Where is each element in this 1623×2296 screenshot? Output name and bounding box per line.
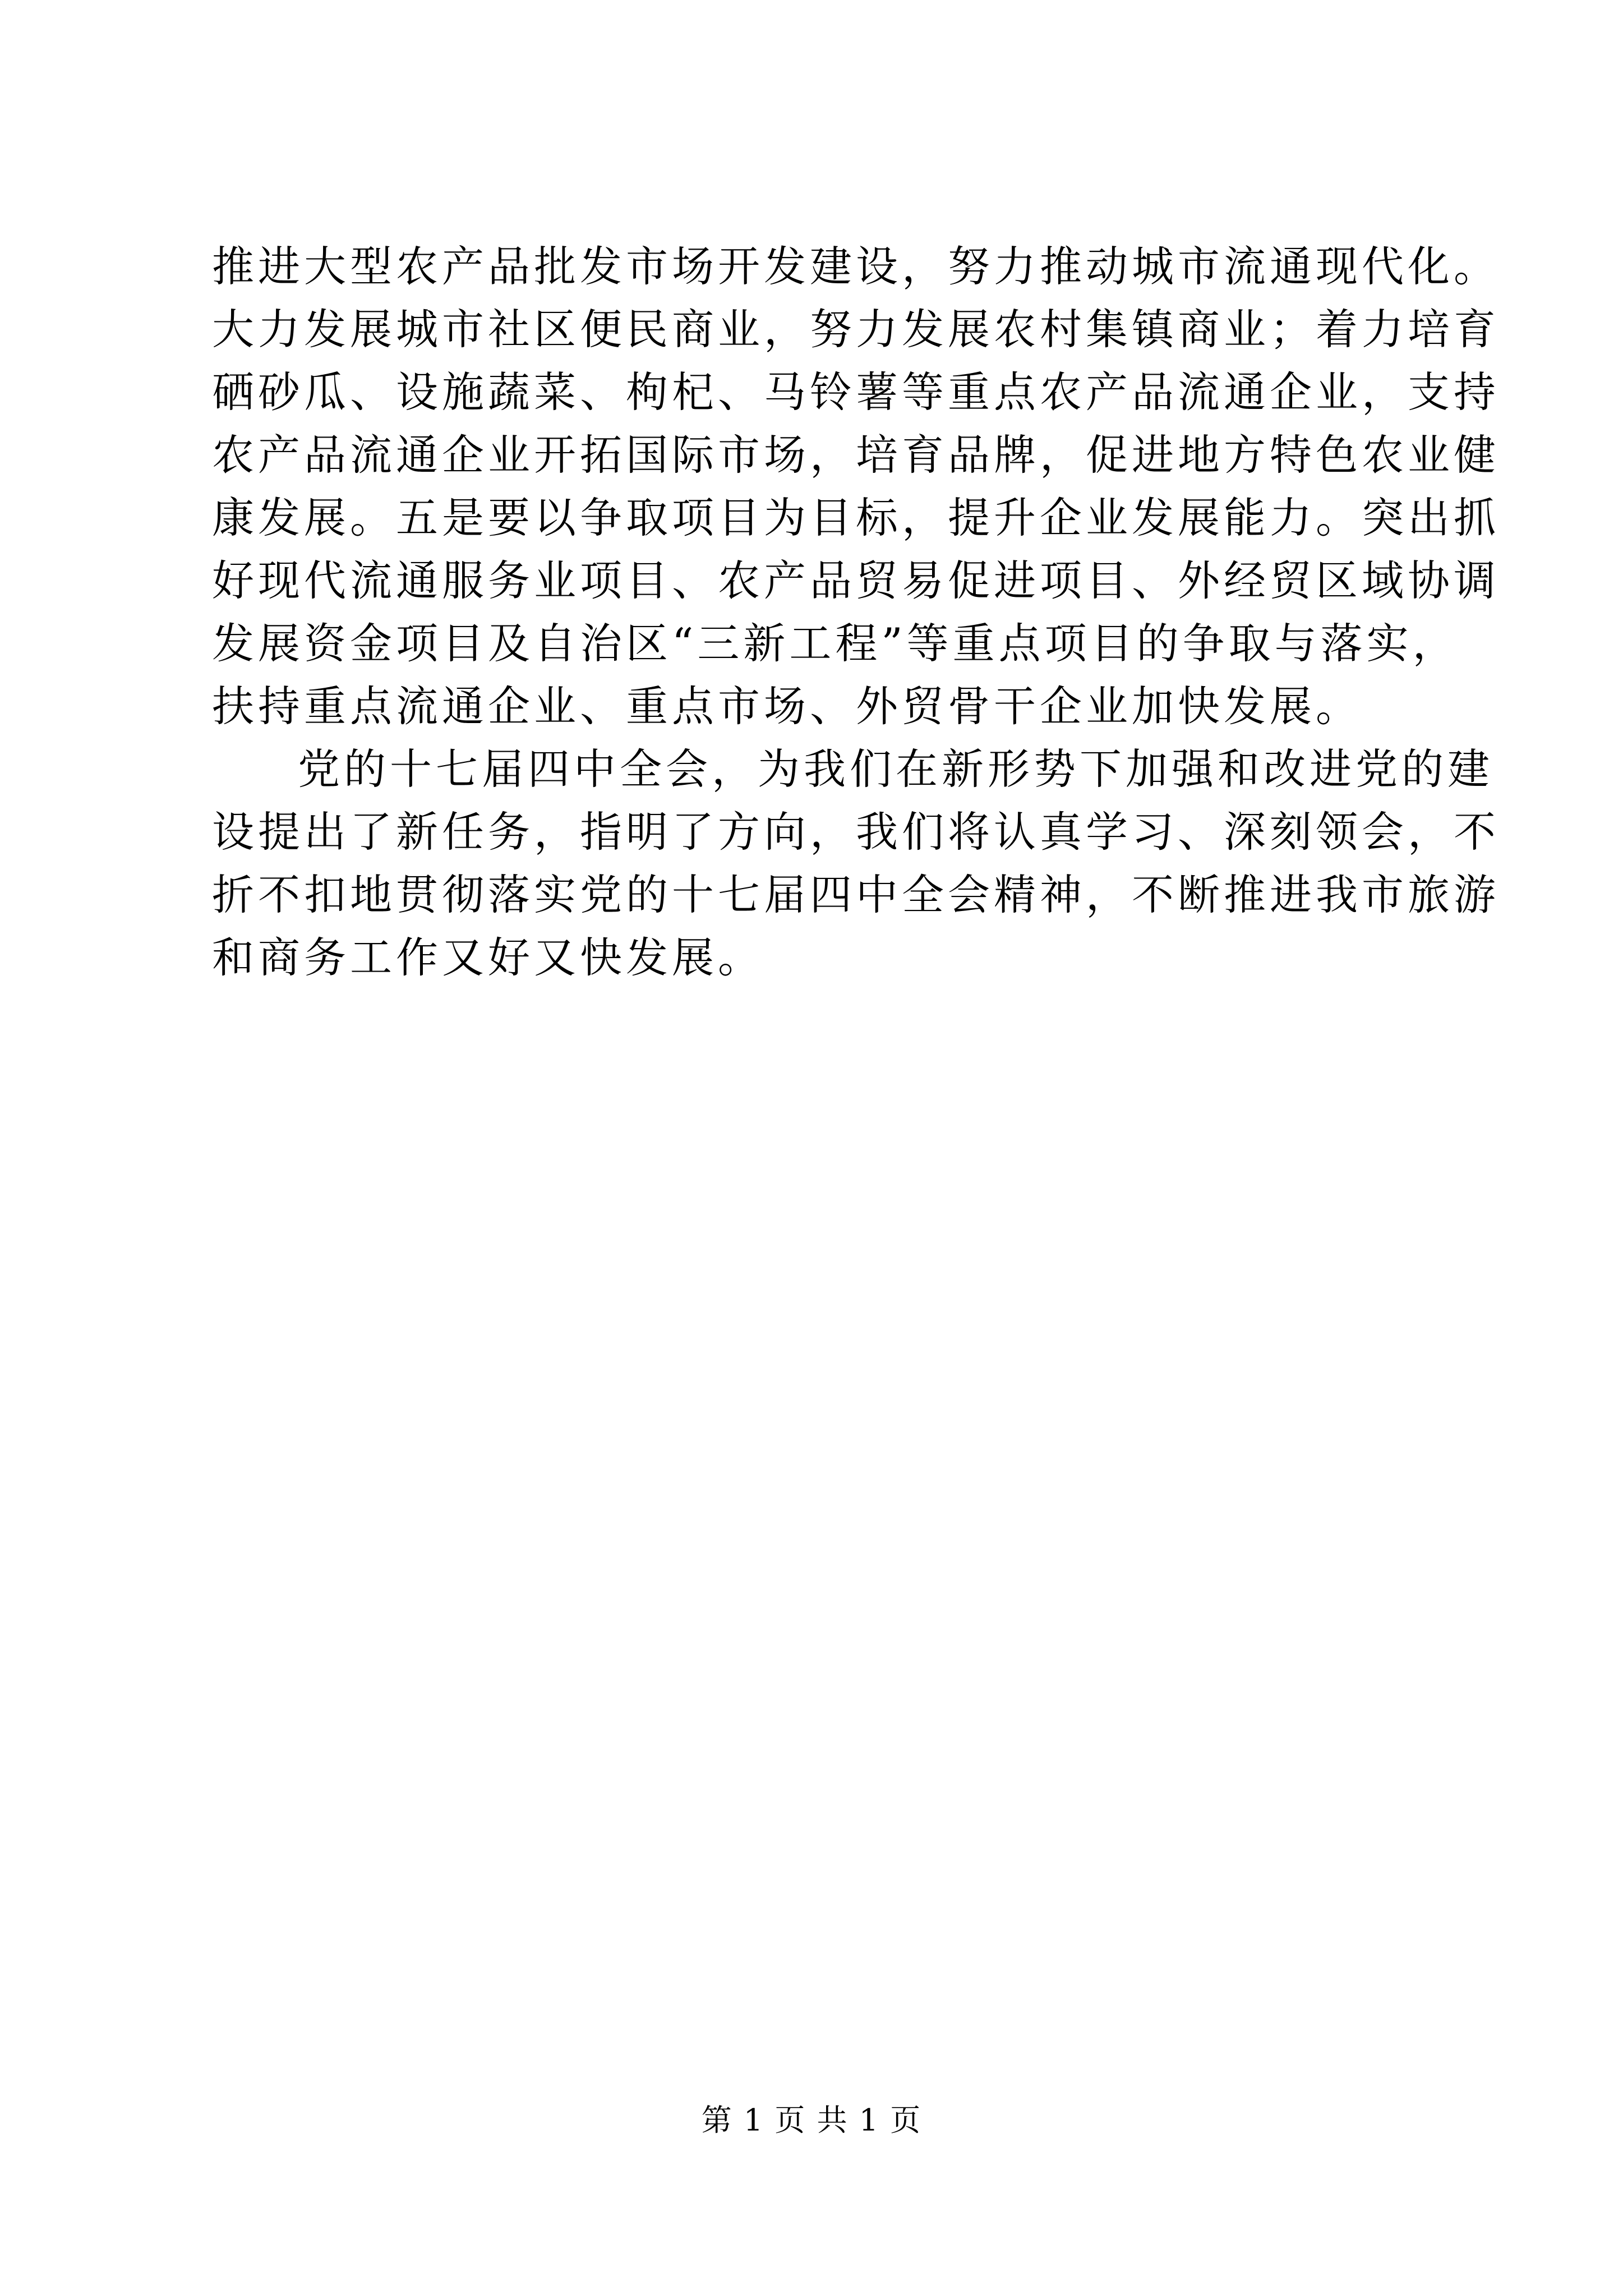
paragraph-line: 和商务工作又好又快发展。: [212, 933, 764, 982]
paragraph-line: 好现代流通服务业项目、农产品贸易促进项目、外经贸区域协调: [212, 556, 1500, 605]
paragraph-line: 硒砂瓜、设施蔬菜、枸杞、马铃薯等重点农产品流通企业，支持: [212, 367, 1500, 417]
paragraph-line: 扶持重点流通企业、重点市场、外贸骨干企业加快发展。: [212, 682, 1362, 731]
paragraph-line: 设提出了新任务，指明了方向，我们将认真学习、深刻领会，不: [212, 807, 1500, 857]
paragraph-line: 党的十七届四中全会，为我们在新形势下加强和改进党的建: [298, 744, 1494, 794]
paragraph-line: 发展资金项目及自治区“三新工程”等重点项目的争取与落实，: [212, 619, 1459, 668]
page-number-footer: 第 1 页 共 1 页: [701, 2102, 922, 2138]
paragraph-line: 折不扣地贯彻落实党的十七届四中全会精神，不断推进我市旅游: [212, 870, 1500, 919]
paragraph-line: 康发展。五是要以争取项目为目标，提升企业发展能力。突出抓: [212, 493, 1500, 542]
paragraph-line: 大力发展城市社区便民商业，努力发展农村集镇商业；着力培育: [212, 305, 1500, 354]
paragraph-line: 推进大型农产品批发市场开发建设，努力推动城市流通现代化。: [212, 242, 1500, 291]
paragraph-line: 农产品流通企业开拓国际市场，培育品牌，促进地方特色农业健: [212, 430, 1500, 480]
